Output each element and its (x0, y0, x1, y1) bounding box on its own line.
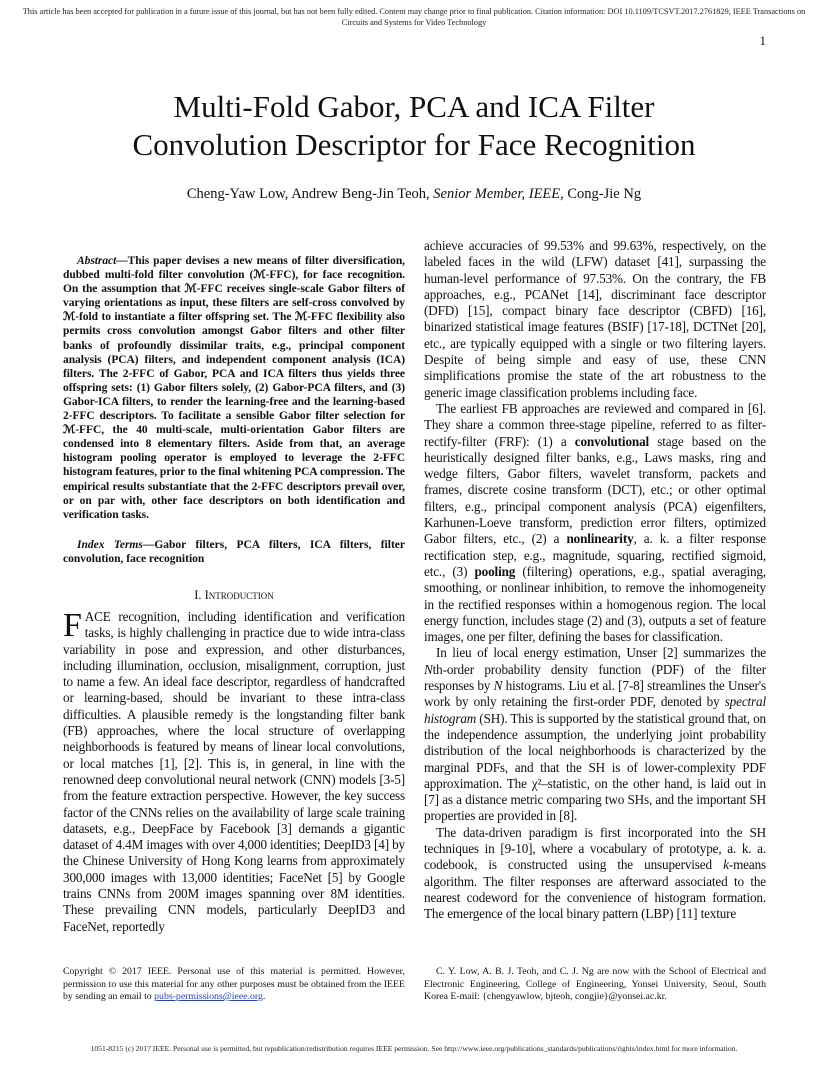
permissions-email-link[interactable]: pubs-permissions@ieee.org (154, 991, 263, 1002)
p4-text-c: -means algorithm. The filter responses are afterward associated to the nearest codeword for the convenience of histogram formation. The emergence of the local binary pattern (LBP) [11] texture (424, 857, 767, 922)
intro-paragraph (63, 606, 405, 935)
authors-last: Cong-Jie Ng (567, 186, 642, 202)
right-column (424, 238, 766, 922)
copyright-footnote (63, 966, 405, 1004)
p3-text-g: (SH). This is supported by the statistical ground that, on the independence assumption, the underlying joint probability distribution of the local neighborhoods is characterized by the marginal PDFs, and that the SH is of lower-complexity PDF approximation. The χ²–statistic, on the other hand, is laid out in [7] as a distance metric comparing two SHs, and the important SH properties are provided in [8]. (424, 710, 766, 824)
p3-text-a: In lieu of local energy estimation, Unser [2] summarizes the (436, 645, 766, 661)
author-membership: Senior Member, IEEE, (433, 186, 564, 202)
copyright-text: Copyright © 2017 IEEE. Personal use of this material is permitted. However, permission to use this material for any other purposes must be obtained from the IEEE by sending an email to (63, 966, 405, 1002)
affiliation-footnote: C. Y. Low, A. B. J. Teoh, and C. J. Ng are now with the School of Electrical and Electronic Engineering, College of Engineering, Yonsei University, Seoul, South Korea E-mail: {chengyawlow, bjteoh, congjie}@yonsei.ac.kr. (424, 966, 766, 1002)
p3-var-n-2: N (493, 678, 503, 694)
right-paragraph-3 (424, 645, 766, 824)
p2-text-g: (filtering) operations, e.g., spatial averaging, smoothing, or nonlinear inhibition, to remove the inhomogeneity in the rectified responses within a homogenous region. The local energy function, includes stage (2) and (3), outputs a set of feature images, one per filter, defining the bases for classification. (424, 563, 766, 645)
index-terms-text: —Gabor filters, PCA filters, ICA filters, filter convolution, face recognition (63, 538, 405, 565)
bottom-copyright-notice: 1051-8215 (c) 2017 IEEE. Personal use is permitted, but republication/redistribution requires IEEE permission. See http://www.ieee.org/publications_standards/publications/rights/index.html for more information. (90, 1044, 738, 1053)
publication-notice: This article has been accepted for publication in a future issue of this journal, but has not been fully edited. Content may change prior to final publication. Citation information: DOI 10.1109/TCSVT.2017.2761829, IEEE Transactions on Circuits and Systems for Video Technology (22, 7, 806, 27)
abstract (63, 254, 405, 522)
author-list (60, 186, 768, 203)
right-paragraph-4 (424, 825, 766, 923)
copyright-end: . (262, 991, 266, 1002)
section-heading-introduction: I. Introduction (194, 587, 274, 602)
right-paragraph-1: achieve accuracies of 99.53% and 99.63%, respectively, on the labeled faces in the wild (LFW) dataset [41], surpassing the human-level performance of 97.53%. On the contrary, the FB approaches, e.g., PCANet [14], discriminant face descriptor (DFD) [15], compact binary face descriptor (CBFD) [16], binarized statistical image features (BSIF) [17-18], DCTNet [20], etc., are typically equipped with a single or two filtering layers. Despite of being simple and easy of use, these CNN simplifications promise the state of the art robustness to the generic image classification problems including face. (424, 238, 766, 400)
p4-text-a: The data-driven paradigm is first incorporated into the SH techniques in [9-10], where a vocabulary of prototype, a. k. a. codebook, is constructed using the unsupervised (424, 824, 766, 873)
page-number: 1 (759, 33, 766, 48)
index-terms (63, 538, 405, 566)
abstract-text: —This paper devises a new means of filter diversification, dubbed multi-fold filter convolution (ℳ-FFC), for face recognition. On the assumption that ℳ-FFC receives single-scale Gabor filters of varying orientations as input, these filters are self-cross convolved by ℳ-fold to instantiate a filter offspring set. The ℳ-FFC flexibility also permits cross convolution amongst Gabor filters and other filter banks of profoundly dissimilar traits, e.g., principal component analysis (PCA) filters, and independent component analysis (ICA) filters. The 2-FFC of Gabor, PCA and ICA filters thus yields three offspring sets: (1) Gabor filters solely, (2) Gabor-PCA filters, and (3) Gabor-ICA filters, to render the learning-free and the learning-based 2-FFC descriptors. To facilitate a sensible Gabor filter selection for ℳ-FFC, the 40 multi-scale, multi-orientation Gabor filters are condensed into 8 elementary filters. Aside from that, an average histogram pooling operator is employed to leverage the 2-FFC histogram features, prior to the final whitening PCA compression. The empirical results substantiate that the 2-FFC descriptors prevail over, or on par with, other face descriptors on both identification and verification tasks. (63, 255, 405, 521)
index-terms-label: Index Terms (77, 538, 143, 551)
p3-text-c: th-order probability density function (PDF) of the filter responses by (424, 661, 766, 694)
left-column (63, 238, 405, 935)
drop-cap: F (63, 606, 82, 644)
p2-text-e: , a. k. a filter response rectification step, e.g., magnitude, squaring, rectified sigmoid, etc., (3) (424, 531, 766, 579)
p2-term-nonlinearity: nonlinearity (566, 531, 634, 547)
title-line-1: Multi-Fold Gabor, PCA and ICA Filter (173, 89, 655, 124)
p2-term-pooling: pooling (474, 563, 516, 579)
right-paragraph-2 (424, 401, 766, 645)
p4-var-k: k (723, 857, 729, 873)
intro-paragraph-text: ACE recognition, including identification and verification tasks, is highly challenging in practice due to wide intra-class variability in pose and expression, and other disturbances, including illumination, occlusion, misalignment, corruption, just to name a few. An ideal face descriptor, regardless of handcrafted or learning-based, should be invariant to these intra-class difficulties. A plausible remedy is the longstanding filter bank (FB) approaches, where the local structure of overlapping neighborhoods is featured by means of linear local convolutions, or local matches [1], [2]. This is, in general, in line with the renowned deep convolutional neural network (CNN) models [3-5] from the feature extraction perspective. However, the key success factor of the CNNs relies on the availability of large scale training datasets, e.g., DeepFace by Facebook [3] demands a gigantic dataset of 4.4M images with over 4,000 identities; DeepID3 [4] by the Chinese University of Hong Kong learns from approximately 300,000 images with 13,000 identities; FaceNet [5] by Google trains CNNs from 200M images spanning over 8M identities. These prevailing CNN models, particularly DeepID3 and FaceNet, reportedly (63, 608, 405, 934)
p2-text-a: The earliest FB approaches are reviewed and compared in [6]. They share a common three-stage pipeline, referred to as filter-rectify-filter (FRF): (1) a (424, 400, 766, 449)
authors-first: Cheng-Yaw Low, Andrew Beng-Jin Teoh, (186, 186, 430, 202)
p3-term-spectral-histogram: spectral histogram (424, 694, 766, 726)
p2-text-c: stage based on the heuristically designed filter banks, e.g., Laws masks, ring and wedge filters, Gabor filters, wavelet transform, packets and frames, discrete cosine transform (DCT), etc.; or other optimal filters, e.g., principal component analysis (PCA) eigenfilters, Karhunen-Loeve transform, prediction error filters, optimized Gabor filters, etc., (2) a (424, 433, 766, 547)
p2-term-convolutional: convolutional (574, 433, 650, 449)
p3-text-e: histograms. Liu et al. [7-8] streamlines the Unser's work by only retaining the first-order PDF, denoted by (424, 678, 766, 710)
paper-title (60, 88, 768, 164)
title-line-2: Convolution Descriptor for Face Recognition (132, 127, 696, 162)
abstract-label: Abstract (77, 255, 117, 267)
p3-var-n: N (424, 661, 433, 677)
